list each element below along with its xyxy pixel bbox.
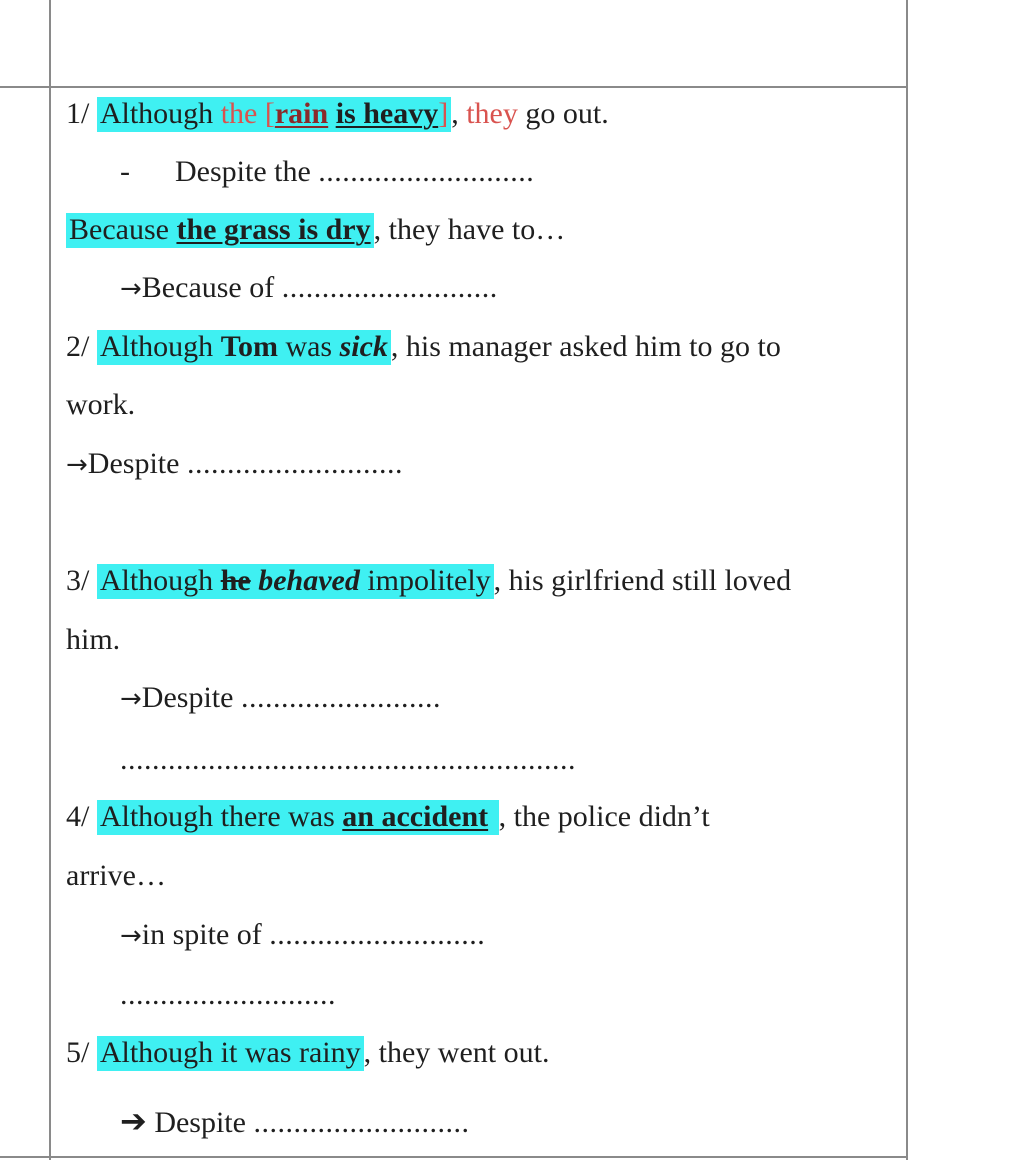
arrow-icon: → [120,684,142,714]
q5-blank[interactable]: ........................... [253,1106,470,1139]
table-row-divider [0,86,908,88]
q1-sentence: 1/ Although the [rain is heavy] , they go out. [66,97,609,130]
q4-sentence-cont: arrive… [66,859,166,892]
q4-blank-line-2 [120,975,336,1015]
q2-sentence [66,327,781,367]
q1-despite-line [120,152,534,192]
arrow-icon: → [120,274,142,304]
q3-highlight: Although he behaved impolitely [97,564,494,599]
q1-because-of: Because of [141,271,275,304]
q5-number: 5/ [66,1036,90,1069]
q1-blank-2[interactable]: ........................... [281,271,498,304]
q3-number: 3/ [66,564,90,597]
q2-despite: Despite [87,447,180,480]
q5-sentence [66,1033,549,1073]
table-border-bottom [0,1156,908,1158]
q3-despite: Despite [141,681,234,714]
q2-rest: , his manager asked him to go to [390,330,781,363]
q3-sentence-cont: him. [66,623,121,656]
q4-rest: , the police didn’t [498,800,710,833]
table-border-left [49,0,51,1160]
q1-despite-prompt: Despite the [175,155,311,188]
q3-rest: , his girlfriend still loved [493,564,792,597]
arrow-icon: → [66,450,88,480]
q2-highlight: Although Tom was sick [97,330,391,365]
q1-number: 1/ [66,97,90,130]
q5-despite: Despite [154,1106,246,1139]
q4-highlight: Although there was an accident [97,800,499,835]
arrow-icon: ➔ [120,1102,147,1140]
q1-they: they [466,97,518,130]
q4-blank-2[interactable]: ........................... [120,978,336,1011]
q4-in-spite-of: in spite of [141,918,262,951]
q2-blank[interactable]: ........................... [186,447,403,480]
q1-because-rest: , they have to… [373,213,566,246]
q3-blank-2[interactable]: ......................................................... [120,743,576,776]
q5-despite-line [120,1101,469,1143]
q3-blank[interactable]: ......................... [240,681,441,714]
q5-rest: , they went out. [363,1036,550,1069]
q1-because-of-line [120,268,498,309]
q3-sentence [66,561,791,601]
q1-blank-1[interactable]: ........................... [318,155,535,188]
q3-despite-line [120,678,441,719]
q1-rest: go out. [525,97,609,130]
q1-because-sentence [66,210,565,250]
q1-highlight: Although the [rain is heavy] [97,97,451,132]
q4-sentence [66,797,710,837]
q1-because-highlight: Because the grass is dry [66,213,374,248]
q3-blank-line-2 [120,740,576,780]
q1-bullet: - [120,155,130,188]
q2-despite-line [66,444,403,485]
q2-sentence-cont: work. [66,388,136,421]
q4-blank[interactable]: ........................... [269,918,486,951]
q2-number: 2/ [66,330,90,363]
q5-highlight: Although it was rainy [97,1036,364,1071]
q4-number: 4/ [66,800,90,833]
arrow-icon: → [120,921,142,951]
q4-in-spite-line [120,915,485,956]
table-border-right [906,0,908,1160]
